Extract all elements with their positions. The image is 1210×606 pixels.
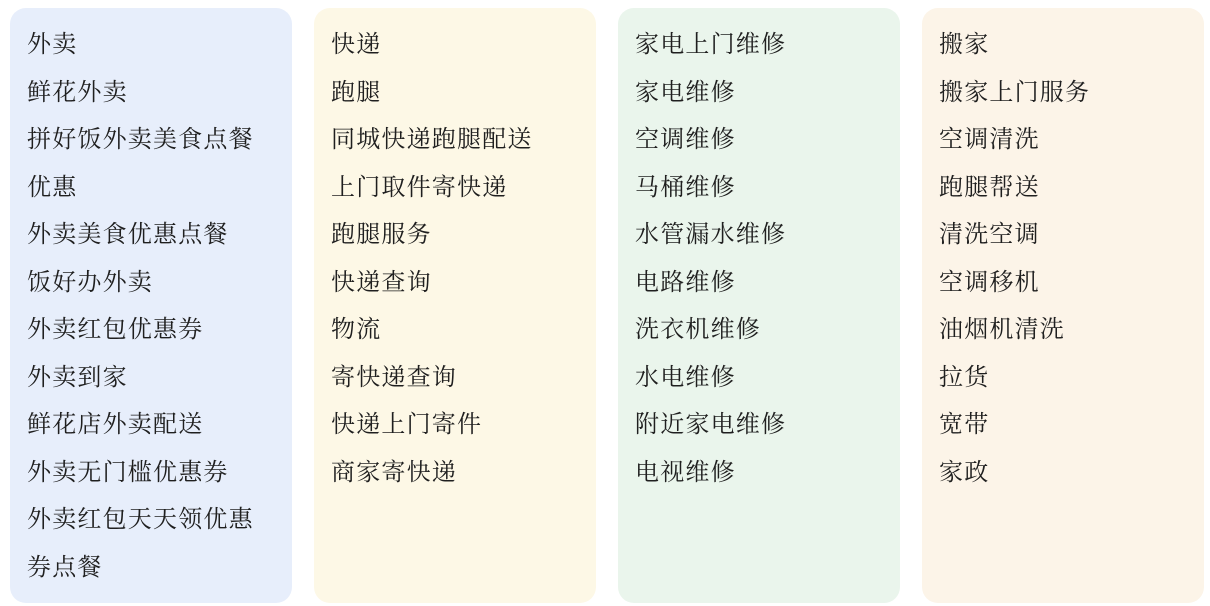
keyword-list-item[interactable]: 跑腿 — [331, 77, 382, 106]
keyword-list-item[interactable]: 上门取件寄快递 — [331, 172, 508, 201]
keyword-list-item[interactable]: 快递查询 — [331, 267, 432, 296]
keyword-list-item[interactable]: 空调清洗 — [939, 125, 1040, 153]
keyword-list-item[interactable]: 物流 — [331, 315, 382, 343]
keyword-list-item[interactable]: 商家寄快递 — [331, 457, 457, 486]
keyword-list-item[interactable]: 外卖到家 — [27, 362, 128, 391]
keyword-list-item[interactable]: 饭好办外卖 — [27, 267, 153, 296]
keyword-list-item[interactable]: 拼好饭外卖美食点餐优惠 — [27, 125, 254, 201]
keyword-list-item[interactable]: 跑腿服务 — [331, 220, 432, 248]
keyword-list-item[interactable]: 油烟机清洗 — [939, 315, 1065, 343]
keyword-list-item[interactable]: 空调移机 — [939, 267, 1040, 296]
keyword-list-item[interactable]: 外卖红包优惠券 — [27, 315, 204, 343]
keyword-list-item[interactable]: 清洗空调 — [939, 220, 1040, 248]
keyword-list-item[interactable]: 附近家电维修 — [635, 410, 787, 438]
keyword-list-item[interactable]: 电视维修 — [635, 457, 736, 486]
keyword-list-item[interactable]: 家电上门维修 — [635, 30, 787, 58]
keyword-list-item[interactable]: 外卖红包天天领优惠券点餐 — [27, 505, 254, 581]
keyword-list-item[interactable]: 空调维修 — [635, 125, 736, 153]
keyword-list-item[interactable]: 同城快递跑腿配送 — [331, 125, 533, 153]
keyword-list-item[interactable]: 电路维修 — [635, 267, 736, 296]
keyword-list-item[interactable]: 外卖 — [27, 30, 78, 58]
takeout-keywords-card — [10, 8, 292, 603]
keyword-list-item[interactable]: 家电维修 — [635, 77, 736, 106]
keyword-list-item[interactable]: 水管漏水维修 — [635, 220, 787, 248]
keyword-list-item[interactable]: 马桶维修 — [635, 172, 736, 201]
keyword-list-item[interactable]: 外卖美食优惠点餐 — [27, 220, 229, 248]
express-delivery-keywords-card — [314, 8, 596, 603]
keyword-list-item[interactable]: 洗衣机维修 — [635, 315, 761, 343]
appliance-repair-keywords-card — [618, 8, 900, 603]
keyword-list-item[interactable]: 鲜花店外卖配送 — [27, 410, 204, 438]
keyword-list-item[interactable]: 搬家 — [939, 30, 990, 58]
keyword-list-item[interactable]: 鲜花外卖 — [27, 77, 128, 106]
keyword-list-item[interactable]: 跑腿帮送 — [939, 172, 1040, 201]
keyword-list-item[interactable]: 快递 — [331, 30, 382, 58]
keyword-list-item[interactable]: 家政 — [939, 457, 990, 486]
keyword-list-item[interactable]: 搬家上门服务 — [939, 77, 1091, 106]
keyword-list-item[interactable]: 水电维修 — [635, 362, 736, 391]
keyword-list-item[interactable]: 快递上门寄件 — [331, 410, 483, 438]
keyword-list-item[interactable]: 寄快递查询 — [331, 362, 457, 391]
keyword-list-item[interactable]: 外卖无门槛优惠券 — [27, 457, 229, 486]
keyword-list-item[interactable]: 宽带 — [939, 410, 990, 438]
moving-home-services-keywords-card — [922, 8, 1204, 603]
keyword-list-item[interactable]: 拉货 — [939, 362, 990, 391]
